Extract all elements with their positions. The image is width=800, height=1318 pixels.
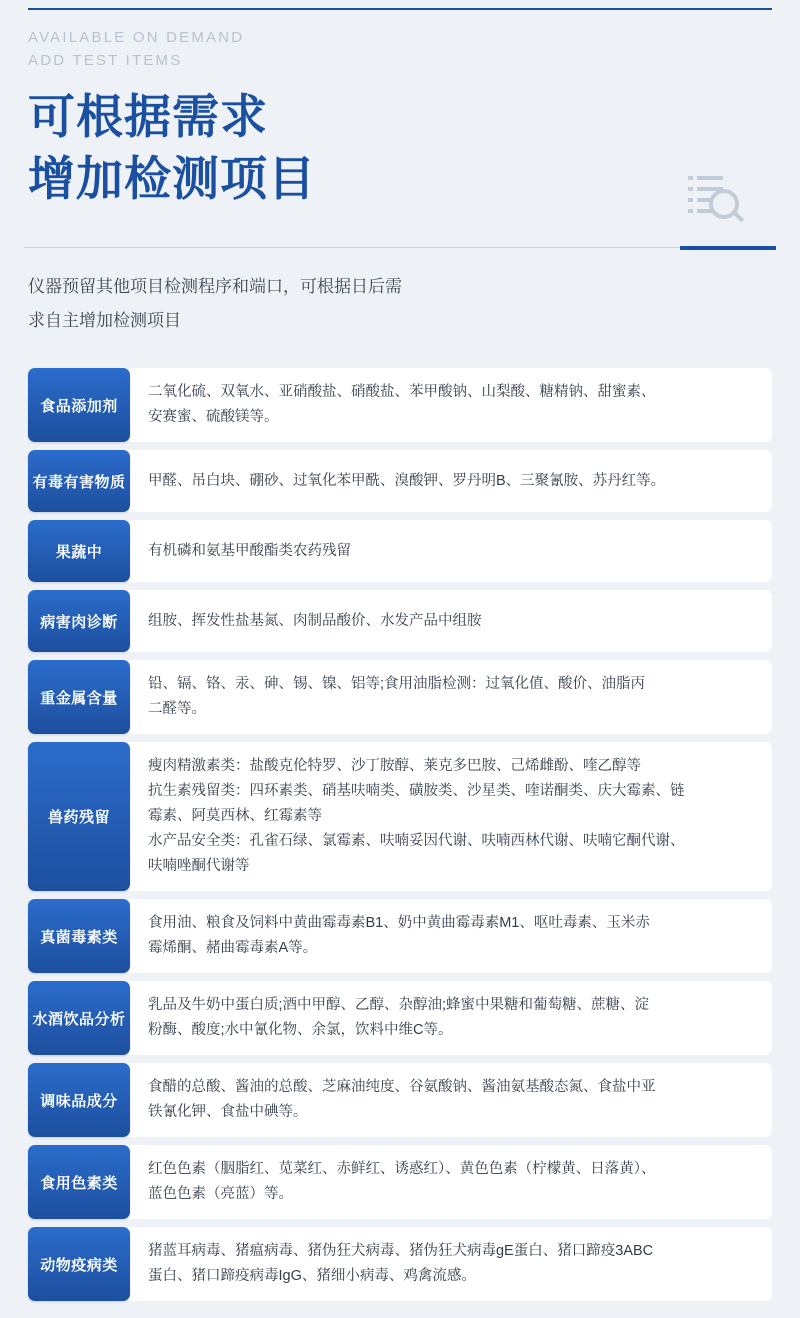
category-description: [120, 1227, 772, 1301]
desc-line: 蓝色色素（亮蓝）等。: [148, 1186, 293, 1202]
list-item: [28, 981, 772, 1055]
desc-line: 水产品安全类：孔雀石绿、氯霉素、呋喃妥因代谢、呋喃西林代谢、呋喃它酮代谢、: [148, 833, 685, 849]
subtitle-line-1: 仪器预留其他项目检测程序和端口，可根据日后需: [28, 277, 402, 296]
desc-line: 二醛等。: [148, 701, 206, 717]
category-description: [120, 520, 772, 582]
category-description: [120, 1145, 772, 1219]
category-tag: 食品添加剂: [28, 368, 130, 442]
desc-line: 呋喃唑酮代谢等: [148, 858, 250, 874]
divider-line: [24, 247, 776, 248]
divider: [24, 246, 776, 250]
page-title: [28, 86, 316, 210]
desc-line: 抗生素残留类：四环素类、硝基呋喃类、磺胺类、沙星类、喹诺酮类、庆大霉素、链: [148, 783, 685, 799]
desc-line: 组胺、挥发性盐基氮、肉制品酸价、水发产品中组胺: [148, 612, 482, 629]
desc-line: 瘦肉精激素类：盐酸克伦特罗、沙丁胺醇、莱克多巴胺、己烯雌酚、喹乙醇等: [148, 758, 641, 774]
category-tag: 兽药残留: [28, 742, 130, 891]
headline-line-1: 可根据需求: [28, 90, 268, 143]
category-tag: 重金属含量: [28, 660, 130, 734]
desc-line: 乳品及牛奶中蛋白质;酒中甲醇、乙醇、杂醇油;蜂蜜中果糖和葡萄糖、蔗糖、淀: [148, 997, 650, 1013]
desc-line: 蛋白、猪口蹄疫病毒IgG、猪细小病毒、鸡禽流感。: [148, 1268, 476, 1284]
category-tag: 果蔬中: [28, 520, 130, 582]
list-item: [28, 1145, 772, 1219]
magnifier-list-icon: [686, 170, 746, 230]
desc-line: 食醋的总酸、酱油的总酸、芝麻油纯度、谷氨酸钠、酱油氨基酸态氮、食盐中亚: [148, 1079, 656, 1095]
list-item: [28, 368, 772, 442]
category-tag: 真菌毒素类: [28, 899, 130, 973]
category-tag: 水酒饮品分析: [28, 981, 130, 1055]
category-tag: 有毒有害物质: [28, 450, 130, 512]
eyebrow-line-1: AVAILABLE ON DEMAND: [28, 29, 245, 46]
desc-line: 有机磷和氨基甲酸酯类农药残留: [148, 542, 351, 559]
list-item: [28, 1063, 772, 1137]
list-item: [28, 590, 772, 652]
category-tag: 动物疫病类: [28, 1227, 130, 1301]
category-description: [120, 660, 772, 734]
desc-line: 食用油、粮食及饲料中黄曲霉毒素B1、奶中黄曲霉毒素M1、呕吐毒素、玉米赤: [148, 915, 650, 931]
category-list: [28, 368, 772, 1309]
desc-line: 甲醛、吊白块、硼砂、过氧化苯甲酰、溴酸钾、罗丹明B、三聚氰胺、苏丹红等。: [148, 472, 666, 489]
desc-line: 二氧化硫、双氧水、亚硝酸盐、硝酸盐、苯甲酸钠、山梨酸、糖精钠、甜蜜素、: [148, 384, 656, 400]
desc-line: 红色色素（胭脂红、苋菜红、赤鲜红、诱惑红）、黄色色素（柠檬黄、日落黄）、: [148, 1161, 656, 1177]
desc-line: 霉素、阿莫西林、红霉素等: [148, 808, 322, 824]
eyebrow-line-2: ADD TEST ITEMS: [28, 52, 183, 69]
category-tag: 食用色素类: [28, 1145, 130, 1219]
category-tag: 病害肉诊断: [28, 590, 130, 652]
list-item: [28, 450, 772, 512]
category-description: [120, 450, 772, 512]
category-description: [120, 899, 772, 973]
category-description: [120, 1063, 772, 1137]
top-rule: [28, 8, 772, 10]
eyebrow-text: [28, 26, 244, 72]
subtitle-line-2: 求自主增加检测项目: [28, 311, 181, 330]
desc-line: 铅、镉、铬、汞、砷、锡、镍、铝等;食用油脂检测：过氧化值、酸价、油脂丙: [148, 676, 646, 692]
list-item: [28, 660, 772, 734]
headline-line-2: 增加检测项目: [28, 152, 316, 205]
divider-accent: [680, 246, 776, 250]
category-description: [120, 368, 772, 442]
desc-line: 安赛蜜、硫酸镁等。: [148, 409, 279, 425]
list-item: [28, 520, 772, 582]
desc-line: 铁氰化钾、食盐中碘等。: [148, 1104, 308, 1120]
category-tag: 调味品成分: [28, 1063, 130, 1137]
category-description: [120, 590, 772, 652]
list-item: [28, 742, 772, 891]
desc-line: 粉酶、酸度;水中氰化物、余氯，饮料中维C等。: [148, 1022, 453, 1038]
list-item: [28, 1227, 772, 1301]
desc-line: 霉烯酮、赭曲霉毒素A等。: [148, 940, 318, 956]
desc-line: 猪蓝耳病毒、猪瘟病毒、猪伪狂犬病毒、猪伪狂犬病毒gE蛋白、猪口蹄疫3ABC: [148, 1243, 654, 1259]
category-description: [120, 981, 772, 1055]
category-description: [120, 742, 772, 891]
subtitle-text: [28, 270, 648, 338]
list-item: [28, 899, 772, 973]
